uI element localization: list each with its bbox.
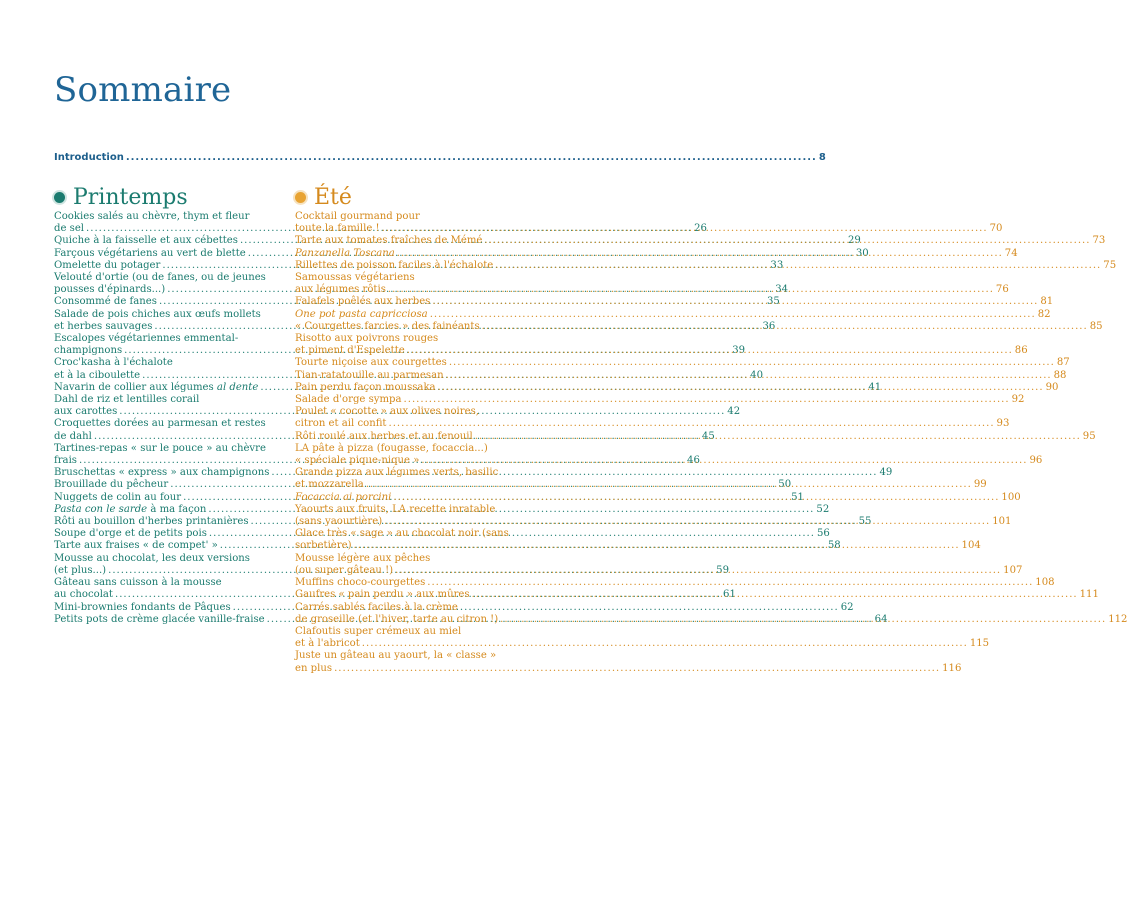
entry-title-line: Clafoutis super crémeux au miel [295,625,462,637]
page-number: 42 [727,406,741,418]
entry-title: aux légumes rôtis [295,284,386,296]
page-number: 62 [840,601,854,613]
page-title: Sommaire [54,70,232,110]
page-number: 93 [996,418,1010,430]
page-number: 50 [778,479,792,491]
entry-title: au chocolat [54,589,113,601]
entry-title: (sans yaourtière) [295,516,383,528]
entry-title: Focaccia ai porcini [295,491,392,503]
entry-title: frais [54,455,77,467]
page-number: 70 [989,223,1003,235]
entry-title: citron et ail confit [295,418,387,430]
entry-title: Muffins choco-courgettes [295,577,426,589]
page-number: 51 [791,491,804,503]
entry-title-line: Glace très « sage » au chocolat noir (sans [295,528,509,540]
entry-title: Mini-brownies fondants de Pâques [54,601,231,613]
page-number: 111 [1079,589,1099,601]
toc-entry[interactable] [295,577,1055,589]
entry-title: et herbes sauvages [54,320,153,332]
toc-introduction[interactable] [54,152,826,163]
page-number: 61 [723,589,736,601]
dot-leader [397,248,1003,260]
dot-leader [495,260,1101,272]
entry-title: Tourte niçoise aux courgettes [295,357,447,369]
page-number: 95 [1082,430,1096,442]
page-number: 90 [1045,381,1059,393]
page-number: 75 [1103,259,1117,271]
entry-title: Tarte aux tomates fraîches de Mémé [295,235,483,247]
entry-title: Bruschettas « express » aux champignons [54,467,270,479]
page-number: 73 [1092,235,1106,247]
entry-title: Panzanella Toscana [295,247,395,259]
dot-leader [430,309,1036,321]
page-number: 112 [1108,613,1127,625]
section-heading [54,185,279,209]
page-number: 115 [969,638,990,650]
entry-title: Brouillade du pêcheur [54,479,169,491]
page-number: 116 [942,662,962,674]
entry-title: Salade d'orge sympa [295,394,402,406]
dot-leader [484,235,1090,247]
entry-title-line: Croc'kasha à l'échalote [54,357,173,369]
entry-title: Rôti au bouillon d'herbes printanières [54,516,249,528]
entry-title: de groseille (et l'hiver, tarte au citron !) [295,613,499,625]
page-number: 33 [770,259,784,271]
page-number: 58 [827,540,841,552]
page-number: 107 [1003,564,1023,576]
entry-title: Quiche à la faisselle et aux cébettes [54,235,238,247]
dot-leader [407,345,1013,357]
page-number: 64 [874,613,888,625]
entry-title-line: Gâteau sans cuisson à la mousse [54,577,222,589]
entry-title: et piment d'Espelette [295,345,405,357]
page-number: 36 [762,320,776,332]
dot-leader [126,152,817,163]
section-heading [295,185,520,209]
entry-title: « spéciale pique-nique » [295,455,420,467]
page-number: 59 [716,564,730,576]
entry-title-line: Velouté d'ortie (ou de fanes, ou de jeunes [54,272,266,284]
dot-leader [475,431,1081,443]
entry-title-line: LA pâte à pizza (fougasse, focaccia...) [295,442,488,454]
entry-title: « Courgettes farcies » des fainéants [295,320,480,332]
page-number: 30 [855,247,869,259]
page-number: 49 [879,467,893,479]
entry-title-line: Salade de pois chiches aux œufs mollets [54,308,261,320]
page-number: 74 [1004,247,1018,259]
toc-entry[interactable] [295,650,962,674]
page-number: 39 [732,345,746,357]
dot-leader [427,577,1033,589]
entry-title: Farçous végétariens au vert de blette [54,247,246,259]
page-number: 85 [1089,320,1103,332]
entry-title: Consommé de fanes [54,296,157,308]
entry-title: et à l'abricot [295,638,360,650]
page-number: 100 [1001,491,1021,503]
entry-title: Falafels poêlés aux herbes [295,296,431,308]
dot-leader [393,492,999,504]
entry-title: Tian-ratatouille au parmesan [295,369,444,381]
dot-leader [449,357,1055,369]
dot-leader [395,565,1001,577]
entry-title-line: Dahl de riz et lentilles corail [54,394,200,406]
entry-title: (ou super gâteau !) [295,564,394,576]
entry-title-line: Risotto aux poivrons rouges [295,333,439,345]
page-number: 81 [1040,296,1054,308]
section-title: Printemps [73,184,188,210]
entry-title-line: Juste un gâteau au yaourt, la « classe » [295,650,497,662]
dot-leader [382,223,988,235]
page-number: 82 [1037,308,1051,320]
page-number: 86 [1014,345,1028,357]
dot-leader [354,540,960,552]
page-number: 92 [1011,394,1025,406]
dot-leader [500,614,1106,626]
page-number: 41 [868,381,882,393]
entry-title: sorbetière) [295,540,352,552]
entry-title: Gaufres « pain perdu » aux mûres [295,589,470,601]
entry-title-line: Croquettes dorées au parmesan et restes [54,418,266,430]
dot-leader [366,479,972,491]
entry-title: champignons [54,345,123,357]
page-number: 56 [816,528,830,540]
entry-title: Pain perdu façon moussaka [295,381,436,393]
teal-dot-icon [54,192,65,203]
toc-entry[interactable] [295,357,1070,369]
entry-title: de dahl [54,430,92,442]
page-number: 96 [1029,455,1043,467]
entry-title-line: Escalopes végétariennes emmental- [54,333,239,345]
entry-title: aux carottes [54,406,118,418]
dot-leader [362,638,968,650]
dot-leader [384,516,990,528]
toc-entry[interactable] [295,394,1025,406]
page-number: 55 [858,516,872,528]
entry-title: Rillettes de poisson faciles à l'échalote [295,259,494,271]
entry-title: Tarte aux fraises « de compet' » [54,540,218,552]
entry-title: et à la ciboulette [54,369,141,381]
dot-leader [421,455,1027,467]
entry-title-line: Tartines-repas « sur le pouce » au chèvre [54,442,266,454]
page-number: 8 [818,152,826,163]
entry-title: Soupe d'orge et de petits pois [54,528,207,540]
page-number: 104 [961,540,981,552]
entry-title-line: Grande pizza aux légumes verts, basilic [295,467,499,479]
entry-title-line: Mousse au chocolat, les deux versions [54,552,250,564]
dot-leader [438,382,1044,394]
entry-title: et mozzarella [295,479,364,491]
page-number: 29 [848,235,861,247]
dot-leader [446,370,1052,382]
toc-entry[interactable] [295,308,1051,321]
entry-title-line: Cocktail gourmand pour [295,211,420,222]
entry-title: Navarin de collier aux légumes al dente [54,381,259,393]
entry-title: One pot pasta capricciosa [295,308,428,320]
entry-title-line: Yaourts aux fruits, LA recette inratable [295,503,496,515]
entry-title-line: Poulet « cocotte » aux olives noires, [295,406,479,418]
page-number: 76 [995,284,1009,296]
page-number: 99 [973,479,987,491]
entry-title: Pasta con le sarde à ma façon [54,503,207,515]
page-number: 52 [816,503,830,515]
entry-title: pousses d'épinards...) [54,284,166,296]
dot-leader [389,418,995,430]
page-number: 87 [1056,357,1070,369]
entry-title: toute la famille ! [295,223,380,235]
dot-leader [334,663,940,675]
entry-title: Introduction [54,152,124,163]
page-number: 26 [694,223,707,235]
dot-leader [482,321,1088,333]
page-number: 101 [992,516,1012,528]
entry-title: de sel [54,223,85,235]
entry-title: Nuggets de colin au four [54,491,182,503]
page-number: 40 [750,369,764,381]
page-number: 34 [775,284,789,296]
page-number: 108 [1035,577,1055,589]
entry-title: en plus [295,662,333,674]
entry-title-line: Mousse légère aux pêches [295,552,431,564]
dot-leader [472,589,1078,601]
page-number: 88 [1053,369,1067,381]
entry-title: (et plus...) [54,564,107,576]
dot-leader [404,394,1010,406]
dot-leader [432,296,1038,308]
entry-title: Petits pots de crème glacée vanille-fraise [54,613,265,625]
page-number: 46 [687,455,700,467]
dot-leader [388,284,994,296]
entry-title-line: Cookies salés au chèvre, thym et fleur [54,211,250,222]
entry-title: Omelette du potager [54,259,161,271]
section-title: Été [314,184,352,210]
entry-title: Rôti roulé aux herbes et au fenouil [295,430,473,442]
entry-title-line: Carrés sablés faciles à la crème [295,601,458,613]
orange-dot-icon [295,192,306,203]
entry-title-line: Samoussas végétariens [295,272,415,284]
page-number: 45 [701,430,715,442]
page-number: 35 [766,296,780,308]
toc-entry[interactable] [295,625,990,650]
